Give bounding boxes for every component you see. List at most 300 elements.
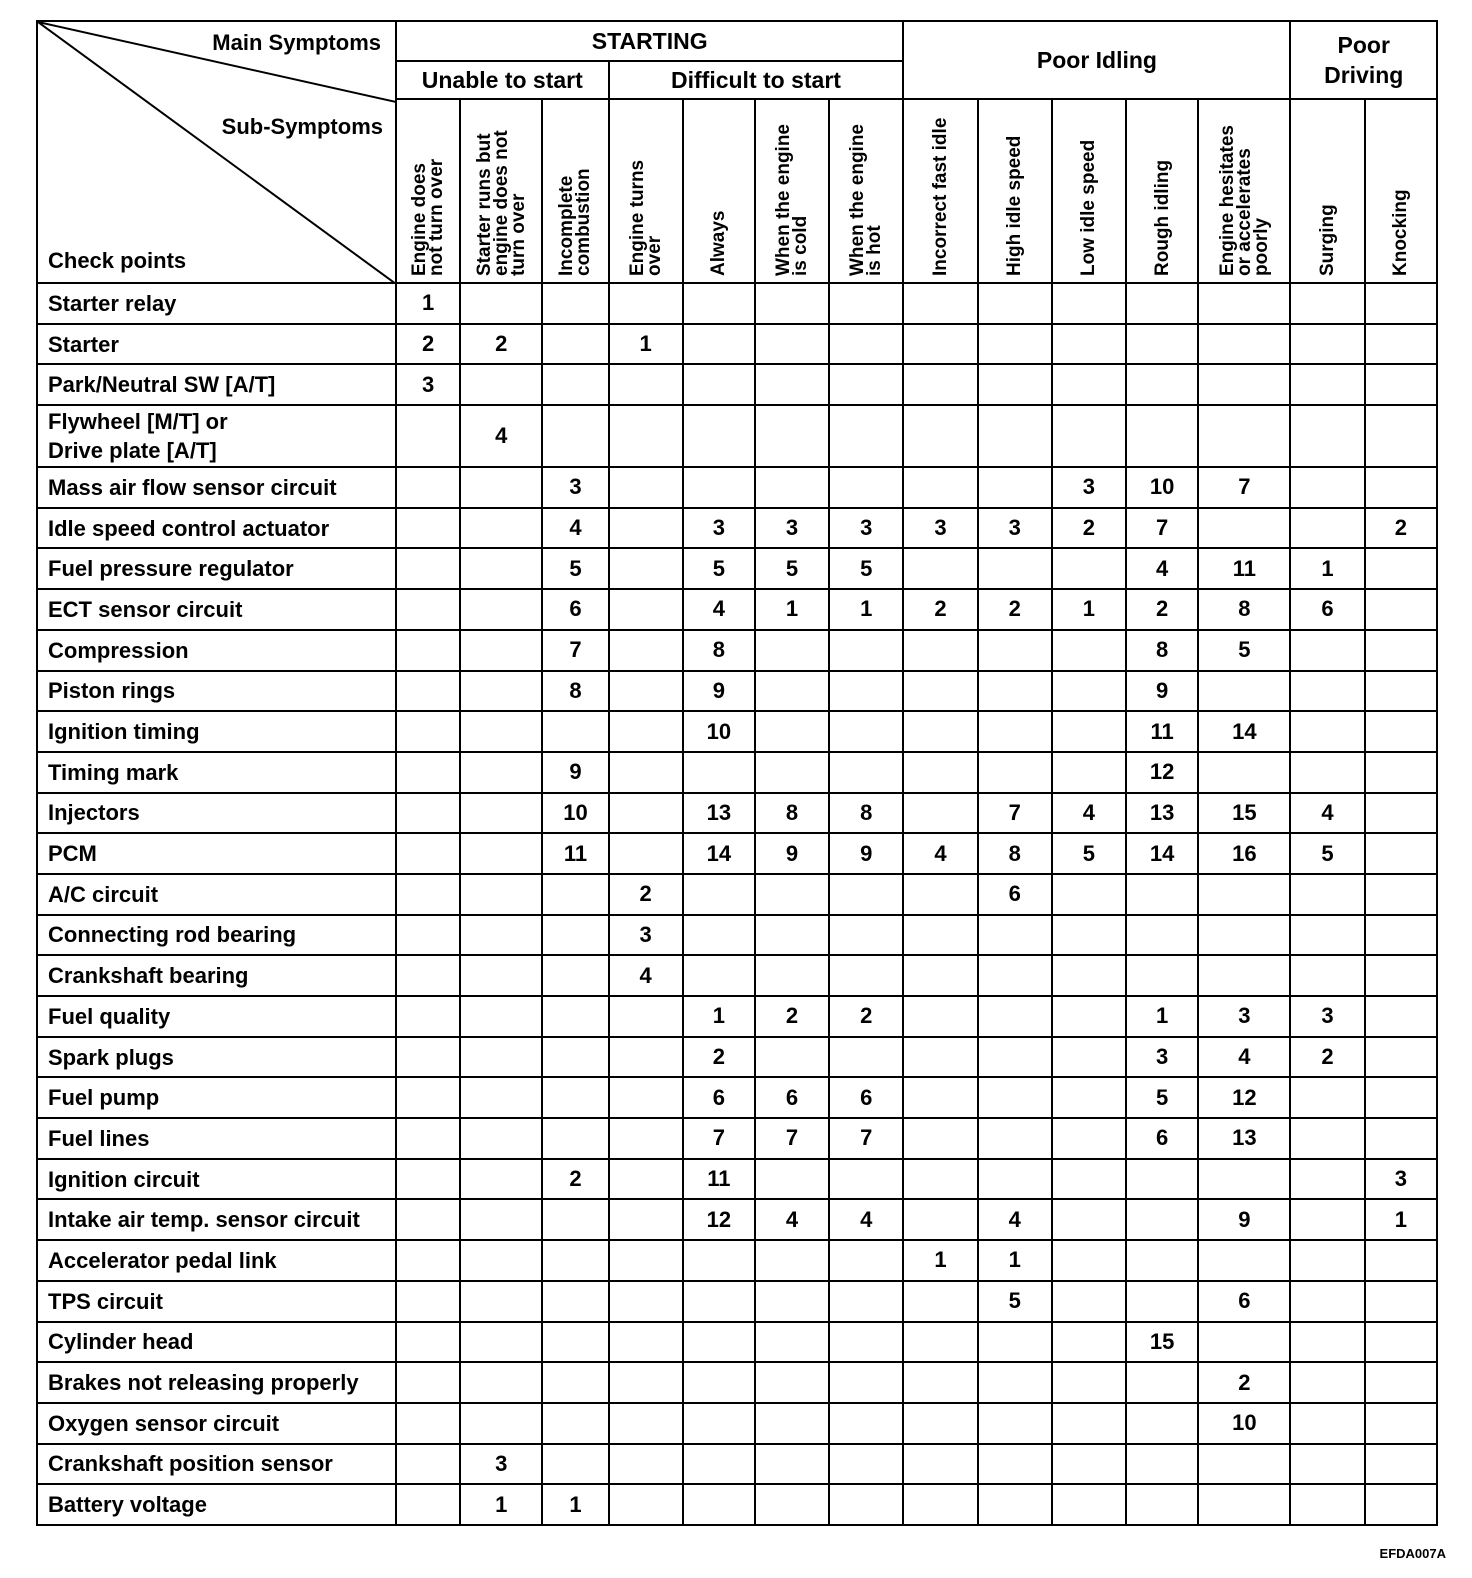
priority-cell: 8	[1198, 589, 1290, 630]
table-row	[37, 324, 1437, 365]
priority-cell	[1198, 874, 1290, 915]
priority-cell	[903, 1159, 977, 1200]
check-point-text: Ignition circuit	[48, 1166, 200, 1192]
priority-cell	[978, 711, 1052, 752]
priority-cell: 5	[1290, 833, 1364, 874]
priority-cell: 4	[1126, 548, 1198, 589]
priority-cell: 5	[1052, 833, 1126, 874]
table-row	[37, 793, 1437, 834]
check-point-label	[37, 1118, 396, 1159]
priority-cell: 9	[683, 671, 755, 712]
column-header-line: Engine hesitates	[1216, 125, 1238, 276]
check-point-text: Connecting rod bearing	[48, 922, 297, 948]
priority-cell	[903, 996, 977, 1037]
priority-cell	[829, 955, 903, 996]
priority-cell: 12	[1126, 752, 1198, 793]
column-header-line: Engine does	[409, 163, 431, 276]
priority-cell	[1052, 1322, 1126, 1363]
priority-cell	[1052, 752, 1126, 793]
priority-cell	[1365, 1444, 1437, 1485]
priority-cell	[396, 793, 460, 834]
table-row	[37, 1403, 1437, 1444]
priority-cell	[683, 405, 755, 467]
priority-cell	[1365, 283, 1437, 324]
check-point-text: Brakes not releasing properly	[48, 1370, 359, 1396]
priority-cell: 7	[1198, 467, 1290, 508]
column-header-line: High idle speed	[1004, 135, 1026, 276]
priority-cell: 16	[1198, 833, 1290, 874]
check-point-text: Piston rings	[48, 678, 176, 704]
column-header-line: Knocking	[1390, 189, 1412, 276]
priority-cell	[829, 1037, 903, 1078]
table-row	[37, 1484, 1437, 1525]
priority-cell	[978, 1444, 1052, 1485]
priority-cell: 5	[683, 548, 755, 589]
priority-cell	[609, 1037, 683, 1078]
priority-cell	[1126, 1362, 1198, 1403]
priority-cell: 10	[1126, 467, 1198, 508]
priority-cell	[1198, 1159, 1290, 1200]
priority-cell	[1198, 1444, 1290, 1485]
check-point-label	[37, 874, 396, 915]
priority-cell	[903, 1444, 977, 1485]
check-point-label	[37, 1403, 396, 1444]
column-header-line: Surging	[1317, 204, 1339, 276]
priority-cell	[542, 1403, 608, 1444]
priority-cell: 2	[829, 996, 903, 1037]
column-header-text	[1390, 189, 1412, 276]
check-point-text: Spark plugs	[48, 1044, 174, 1070]
priority-cell	[978, 467, 1052, 508]
priority-cell	[1365, 1240, 1437, 1281]
priority-cell	[1126, 1403, 1198, 1444]
priority-cell	[1290, 915, 1364, 956]
check-point-label	[37, 1240, 396, 1281]
column-header-line: Rough idling	[1151, 159, 1173, 276]
priority-cell	[396, 955, 460, 996]
table-row	[37, 283, 1437, 324]
table-row	[37, 874, 1437, 915]
priority-cell: 4	[829, 1199, 903, 1240]
priority-cell	[1126, 405, 1198, 467]
priority-cell	[755, 1444, 829, 1485]
column-header	[755, 99, 829, 283]
priority-cell	[1052, 1444, 1126, 1485]
priority-cell	[542, 1037, 608, 1078]
check-point-label	[37, 671, 396, 712]
diagnosis-table	[36, 20, 1438, 1526]
column-header-text	[1317, 204, 1339, 276]
table-row	[37, 1362, 1437, 1403]
priority-cell	[903, 630, 977, 671]
priority-cell	[1290, 1362, 1364, 1403]
priority-cell	[683, 364, 755, 405]
priority-cell	[1290, 874, 1364, 915]
priority-cell	[903, 467, 977, 508]
table-row	[37, 996, 1437, 1037]
priority-cell: 8	[829, 793, 903, 834]
priority-cell	[1052, 405, 1126, 467]
priority-cell: 1	[829, 589, 903, 630]
priority-cell	[542, 915, 608, 956]
priority-cell	[1052, 1240, 1126, 1281]
table-row	[37, 467, 1437, 508]
priority-cell	[903, 711, 977, 752]
priority-cell	[460, 711, 542, 752]
priority-cell: 7	[542, 630, 608, 671]
priority-cell	[609, 630, 683, 671]
priority-cell	[609, 1159, 683, 1200]
priority-cell	[1052, 874, 1126, 915]
priority-cell	[829, 752, 903, 793]
priority-cell	[460, 955, 542, 996]
priority-cell: 4	[542, 508, 608, 549]
priority-cell	[1126, 1159, 1198, 1200]
priority-cell	[1365, 548, 1437, 589]
priority-cell: 5	[542, 548, 608, 589]
priority-cell	[609, 996, 683, 1037]
priority-cell: 7	[755, 1118, 829, 1159]
check-point-text: Compression	[48, 637, 189, 663]
check-point-label	[37, 752, 396, 793]
priority-cell	[829, 1322, 903, 1363]
priority-cell	[1290, 752, 1364, 793]
check-point-label	[37, 996, 396, 1037]
column-header-text	[932, 118, 949, 276]
priority-cell: 3	[1126, 1037, 1198, 1078]
priority-cell	[1052, 1077, 1126, 1118]
priority-cell: 10	[1198, 1403, 1290, 1444]
priority-cell	[755, 915, 829, 956]
priority-cell	[1290, 1118, 1364, 1159]
group-starting: STARTING	[396, 21, 903, 61]
priority-cell	[1052, 1484, 1126, 1525]
table-row	[37, 915, 1437, 956]
priority-cell	[1198, 1484, 1290, 1525]
priority-cell	[978, 752, 1052, 793]
priority-cell	[396, 671, 460, 712]
priority-cell	[978, 996, 1052, 1037]
priority-cell	[460, 833, 542, 874]
priority-cell: 3	[609, 915, 683, 956]
table-row	[37, 1322, 1437, 1363]
priority-cell	[1365, 833, 1437, 874]
priority-cell	[460, 996, 542, 1037]
priority-cell: 13	[1126, 793, 1198, 834]
priority-cell	[829, 364, 903, 405]
priority-cell	[460, 589, 542, 630]
priority-cell	[609, 467, 683, 508]
priority-cell: 3	[829, 508, 903, 549]
priority-cell	[609, 1444, 683, 1485]
priority-cell: 6	[1290, 589, 1364, 630]
priority-cell	[396, 711, 460, 752]
column-header-text	[626, 159, 665, 276]
priority-cell	[903, 1484, 977, 1525]
priority-cell	[460, 1118, 542, 1159]
priority-cell	[1126, 324, 1198, 365]
check-point-label	[37, 915, 396, 956]
priority-cell	[903, 1077, 977, 1118]
priority-cell: 8	[683, 630, 755, 671]
priority-cell: 1	[755, 589, 829, 630]
priority-cell	[978, 324, 1052, 365]
priority-cell	[755, 1240, 829, 1281]
priority-cell	[829, 467, 903, 508]
priority-cell	[683, 283, 755, 324]
priority-cell: 4	[683, 589, 755, 630]
priority-cell: 6	[829, 1077, 903, 1118]
priority-cell	[460, 467, 542, 508]
priority-cell: 8	[978, 833, 1052, 874]
priority-cell	[1052, 364, 1126, 405]
column-header-line: Starter runs but	[473, 133, 495, 276]
column-header	[396, 99, 460, 283]
priority-cell	[755, 1362, 829, 1403]
priority-cell: 4	[1052, 793, 1126, 834]
priority-cell	[903, 752, 977, 793]
priority-cell	[542, 1322, 608, 1363]
priority-cell	[542, 405, 608, 467]
priority-cell	[609, 1403, 683, 1444]
priority-cell: 6	[1126, 1118, 1198, 1159]
priority-cell: 1	[1290, 548, 1364, 589]
priority-cell	[396, 1484, 460, 1525]
priority-cell	[683, 1322, 755, 1363]
priority-cell	[755, 955, 829, 996]
priority-cell	[683, 467, 755, 508]
priority-cell: 3	[755, 508, 829, 549]
column-header-text	[1216, 125, 1272, 276]
priority-cell: 14	[1198, 711, 1290, 752]
priority-cell	[829, 1281, 903, 1322]
table-row	[37, 711, 1437, 752]
column-header	[829, 99, 903, 283]
priority-cell	[609, 671, 683, 712]
check-point-text-line2: Drive plate [A/T]	[48, 438, 217, 464]
table-row	[37, 508, 1437, 549]
priority-cell: 2	[755, 996, 829, 1037]
priority-cell	[829, 671, 903, 712]
priority-cell	[683, 955, 755, 996]
column-header-line: over	[643, 235, 665, 276]
priority-cell: 9	[755, 833, 829, 874]
column-header-line: not turn over	[426, 158, 448, 276]
priority-cell	[1052, 630, 1126, 671]
priority-cell	[609, 283, 683, 324]
priority-cell	[609, 793, 683, 834]
column-header-line: engine does not	[490, 130, 512, 276]
priority-cell: 1	[542, 1484, 608, 1525]
priority-cell	[978, 630, 1052, 671]
priority-cell	[755, 283, 829, 324]
priority-cell	[1290, 364, 1364, 405]
priority-cell	[755, 1159, 829, 1200]
priority-cell: 1	[683, 996, 755, 1037]
priority-cell: 3	[1365, 1159, 1437, 1200]
check-point-label	[37, 1199, 396, 1240]
column-header-line: is cold	[790, 215, 812, 276]
priority-cell	[1052, 1118, 1126, 1159]
priority-cell: 6	[1198, 1281, 1290, 1322]
priority-cell	[460, 364, 542, 405]
priority-cell	[609, 589, 683, 630]
table-row	[37, 752, 1437, 793]
table-row	[37, 955, 1437, 996]
check-point-text: A/C circuit	[48, 881, 159, 907]
priority-cell	[396, 915, 460, 956]
priority-cell: 6	[683, 1077, 755, 1118]
check-point-label	[37, 508, 396, 549]
poor-driving-line2: Driving	[1324, 62, 1404, 88]
priority-cell	[1365, 630, 1437, 671]
priority-cell	[396, 1199, 460, 1240]
table-row	[37, 1077, 1437, 1118]
priority-cell: 9	[829, 833, 903, 874]
priority-cell	[1290, 955, 1364, 996]
priority-cell	[829, 324, 903, 365]
priority-cell	[1365, 589, 1437, 630]
priority-cell	[829, 283, 903, 324]
check-point-text: Ignition timing	[48, 719, 200, 745]
priority-cell	[396, 1362, 460, 1403]
priority-cell	[609, 1322, 683, 1363]
priority-cell	[396, 405, 460, 467]
priority-cell	[1126, 1281, 1198, 1322]
priority-cell	[1290, 1484, 1364, 1525]
priority-cell	[1126, 915, 1198, 956]
priority-cell	[829, 1403, 903, 1444]
column-header	[609, 99, 683, 283]
column-header-line: When the engine	[773, 124, 795, 276]
priority-cell	[396, 1444, 460, 1485]
priority-cell	[903, 324, 977, 365]
priority-cell: 2	[1365, 508, 1437, 549]
check-point-text: Starter	[48, 331, 119, 357]
check-point-text: Idle speed control actuator	[48, 515, 330, 541]
priority-cell	[1290, 324, 1364, 365]
priority-cell	[1126, 1240, 1198, 1281]
priority-cell	[396, 1322, 460, 1363]
priority-cell	[1126, 283, 1198, 324]
priority-cell: 9	[542, 752, 608, 793]
priority-cell	[542, 1199, 608, 1240]
column-header-text	[1004, 135, 1026, 276]
priority-cell	[460, 1322, 542, 1363]
priority-cell	[903, 915, 977, 956]
column-header-text	[473, 130, 529, 276]
priority-cell	[978, 1159, 1052, 1200]
priority-cell: 3	[396, 364, 460, 405]
priority-cell	[1365, 793, 1437, 834]
priority-cell	[609, 508, 683, 549]
check-point-label	[37, 1281, 396, 1322]
priority-cell	[396, 1240, 460, 1281]
priority-cell	[978, 1322, 1052, 1363]
priority-cell	[683, 1444, 755, 1485]
priority-cell: 7	[683, 1118, 755, 1159]
priority-cell	[1290, 405, 1364, 467]
column-header	[542, 99, 608, 283]
check-point-text: Park/Neutral SW [A/T]	[48, 372, 276, 398]
priority-cell	[903, 874, 977, 915]
priority-cell	[755, 630, 829, 671]
corner-diagonals	[38, 22, 396, 283]
check-point-label	[37, 1484, 396, 1525]
priority-cell	[460, 671, 542, 712]
priority-cell	[978, 1362, 1052, 1403]
priority-cell	[683, 1240, 755, 1281]
priority-cell	[396, 996, 460, 1037]
priority-cell	[1052, 1159, 1126, 1200]
priority-cell	[396, 589, 460, 630]
priority-cell	[829, 1159, 903, 1200]
priority-cell: 14	[683, 833, 755, 874]
priority-cell	[396, 630, 460, 671]
table-body	[37, 283, 1437, 1525]
priority-cell	[903, 1362, 977, 1403]
priority-cell	[903, 1199, 977, 1240]
priority-cell	[755, 1281, 829, 1322]
priority-cell: 15	[1126, 1322, 1198, 1363]
priority-cell: 9	[1126, 671, 1198, 712]
priority-cell	[460, 1362, 542, 1403]
priority-cell	[978, 1484, 1052, 1525]
check-point-text: Fuel pump	[48, 1085, 160, 1111]
priority-cell	[1126, 955, 1198, 996]
priority-cell: 15	[1198, 793, 1290, 834]
priority-cell	[1126, 364, 1198, 405]
table-row	[37, 1199, 1437, 1240]
priority-cell: 4	[460, 405, 542, 467]
priority-cell	[903, 283, 977, 324]
priority-cell	[542, 1077, 608, 1118]
priority-cell	[683, 1362, 755, 1403]
priority-cell	[1365, 1077, 1437, 1118]
priority-cell: 13	[683, 793, 755, 834]
priority-cell	[755, 1484, 829, 1525]
sub-symptoms-label: Sub-Symptoms	[221, 114, 383, 139]
check-point-label	[37, 955, 396, 996]
priority-cell	[542, 324, 608, 365]
column-header-line: poorly	[1250, 217, 1272, 276]
priority-cell: 5	[1198, 630, 1290, 671]
priority-cell	[1365, 1281, 1437, 1322]
priority-cell	[1126, 1199, 1198, 1240]
priority-cell	[1365, 1484, 1437, 1525]
check-point-text: Fuel quality	[48, 1003, 171, 1029]
priority-cell	[396, 1281, 460, 1322]
priority-cell	[542, 364, 608, 405]
column-header	[1365, 99, 1437, 283]
table-row	[37, 630, 1437, 671]
priority-cell	[683, 915, 755, 956]
priority-cell	[542, 711, 608, 752]
check-point-label	[37, 405, 396, 467]
priority-cell	[1052, 1362, 1126, 1403]
check-point-label	[37, 1037, 396, 1078]
column-header	[683, 99, 755, 283]
priority-cell: 3	[1198, 996, 1290, 1037]
priority-cell	[1052, 996, 1126, 1037]
priority-cell: 2	[1052, 508, 1126, 549]
priority-cell	[755, 1403, 829, 1444]
table-row	[37, 1118, 1437, 1159]
priority-cell: 3	[683, 508, 755, 549]
priority-cell	[1052, 671, 1126, 712]
priority-cell: 2	[1290, 1037, 1364, 1078]
priority-cell	[683, 324, 755, 365]
